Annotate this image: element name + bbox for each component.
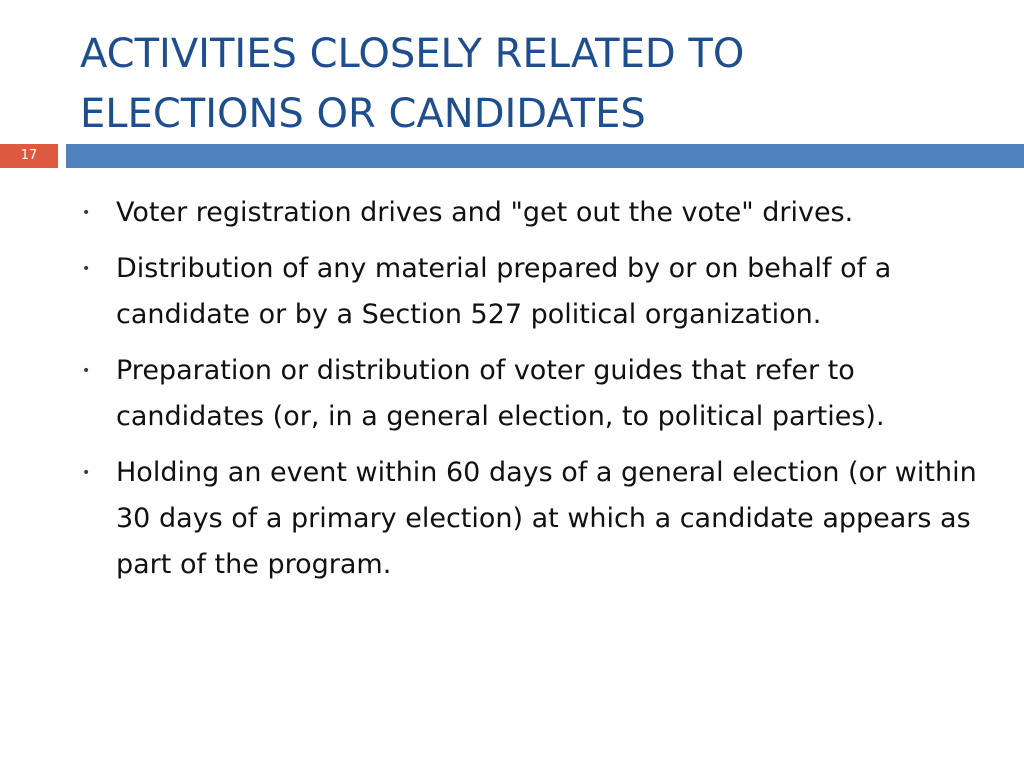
bullet-list — [80, 190, 980, 598]
slide-number: 17 — [0, 144, 58, 168]
bullet-text: Holding an event within 60 days of a general election (or within 30 days of a primary election) at which a candidate appears as part of the program. — [116, 457, 977, 580]
bullet-item — [80, 246, 980, 338]
bullet-text: Voter registration drives and "get out the vote" drives. — [116, 197, 854, 228]
bullet-item — [80, 190, 980, 236]
bullet-text: Preparation or distribution of voter guides that refer to candidates (or, in a general election, to political parties). — [116, 355, 885, 432]
bullet-icon: • — [82, 205, 91, 221]
header-band — [66, 144, 1024, 168]
bullet-icon: • — [82, 261, 91, 277]
slide-title: ACTIVITIES CLOSELY RELATED TO ELECTIONS OR CANDIDATES — [80, 31, 745, 137]
bullet-icon: • — [82, 465, 91, 481]
bullet-item — [80, 450, 980, 588]
bullet-text: Distribution of any material prepared by or on behalf of a candidate or by a Section 527 political organization. — [116, 253, 892, 330]
bullet-item — [80, 348, 980, 440]
bullet-icon: • — [82, 363, 91, 379]
